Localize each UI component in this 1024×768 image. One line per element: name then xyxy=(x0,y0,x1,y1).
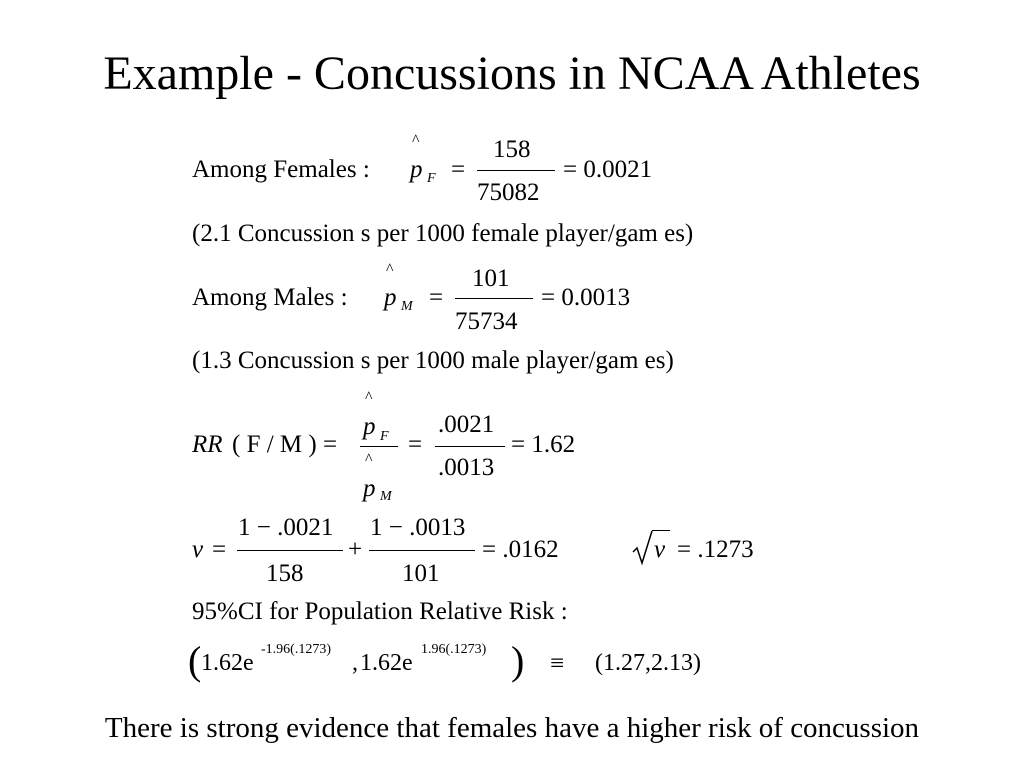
variance-frac1-numerator: 1 − .0021 xyxy=(238,514,334,541)
variance-eq: = xyxy=(212,536,227,563)
males-note: (1.3 Concussion s per 1000 male player/gam es) xyxy=(192,347,674,374)
males-result: = 0.0013 xyxy=(541,284,631,311)
variance-frac2-numerator: 1 − .0013 xyxy=(370,514,466,541)
males-label: Among Males : xyxy=(192,284,348,311)
males-numerator: 101 xyxy=(472,265,510,292)
rr-args: ( F / M ) = xyxy=(232,431,338,458)
females-numerator: 158 xyxy=(493,136,531,163)
variance-fraction-bar-2 xyxy=(369,550,475,551)
ci-equiv: ≡ xyxy=(550,650,565,677)
males-hat-icon: ^ xyxy=(386,261,394,278)
variance-plus: + xyxy=(348,536,363,563)
females-result: = 0.0021 xyxy=(563,156,653,183)
rr-numerator: .0021 xyxy=(438,411,495,438)
sqrt-result: = .1273 xyxy=(677,536,754,563)
ci-heading: 95%CI for Population Relative Risk : xyxy=(192,598,568,625)
ci-comma: , xyxy=(352,650,358,676)
rr-hat-m-icon: ^ xyxy=(365,451,373,468)
rr-sub-f: F xyxy=(380,429,389,444)
females-p: p xyxy=(410,156,423,183)
ci-upper-exponent: 1.96(.1273) xyxy=(421,642,487,657)
rr-hat-f-icon: ^ xyxy=(365,389,373,406)
ci-lower-exponent: -1.96(.1273) xyxy=(261,642,331,657)
males-fraction-bar xyxy=(455,298,533,299)
females-sub: F xyxy=(427,171,436,186)
rr-sub-m: M xyxy=(380,489,392,504)
rr-eq1: = xyxy=(408,431,423,458)
square-root-icon xyxy=(632,530,654,566)
rr-lhs: RR xyxy=(192,431,223,458)
sqrt-variable: v xyxy=(654,536,666,563)
variance-lhs: v xyxy=(192,536,204,563)
slide-conclusion: There is strong evidence that females have a higher risk of concussion xyxy=(104,712,920,744)
males-eq: = xyxy=(429,284,444,311)
females-label: Among Females : xyxy=(192,156,370,183)
ci-upper-base: 1.62e xyxy=(360,650,413,676)
rr-p-f: p xyxy=(363,413,376,440)
females-hat-icon: ^ xyxy=(412,132,420,149)
slide-title: Example - Concussions in NCAA Athletes xyxy=(103,47,921,100)
ci-interval: (1.27,2.13) xyxy=(595,650,701,676)
females-fraction-bar xyxy=(477,170,555,171)
males-p: p xyxy=(384,284,397,311)
females-note: (2.1 Concussion s per 1000 female player/gam es) xyxy=(192,220,694,247)
males-denominator: 75734 xyxy=(455,308,518,335)
rr-denominator: .0013 xyxy=(438,454,495,481)
rr-fraction-bar-2 xyxy=(435,446,505,447)
rr-fraction-bar-1 xyxy=(360,446,398,447)
ci-close-paren: ) xyxy=(511,638,525,683)
square-root-bar xyxy=(652,530,670,531)
variance-frac2-denominator: 101 xyxy=(402,560,440,587)
females-denominator: 75082 xyxy=(477,179,540,206)
variance-frac1-denominator: 158 xyxy=(266,560,304,587)
ci-open-paren: ( xyxy=(188,638,202,683)
variance-fraction-bar-1 xyxy=(237,550,343,551)
rr-p-m: p xyxy=(363,475,376,502)
males-sub: M xyxy=(401,299,413,314)
rr-result: = 1.62 xyxy=(511,431,576,458)
females-eq: = xyxy=(451,156,466,183)
variance-result: = .0162 xyxy=(482,536,559,563)
ci-lower-base: 1.62e xyxy=(201,650,254,676)
